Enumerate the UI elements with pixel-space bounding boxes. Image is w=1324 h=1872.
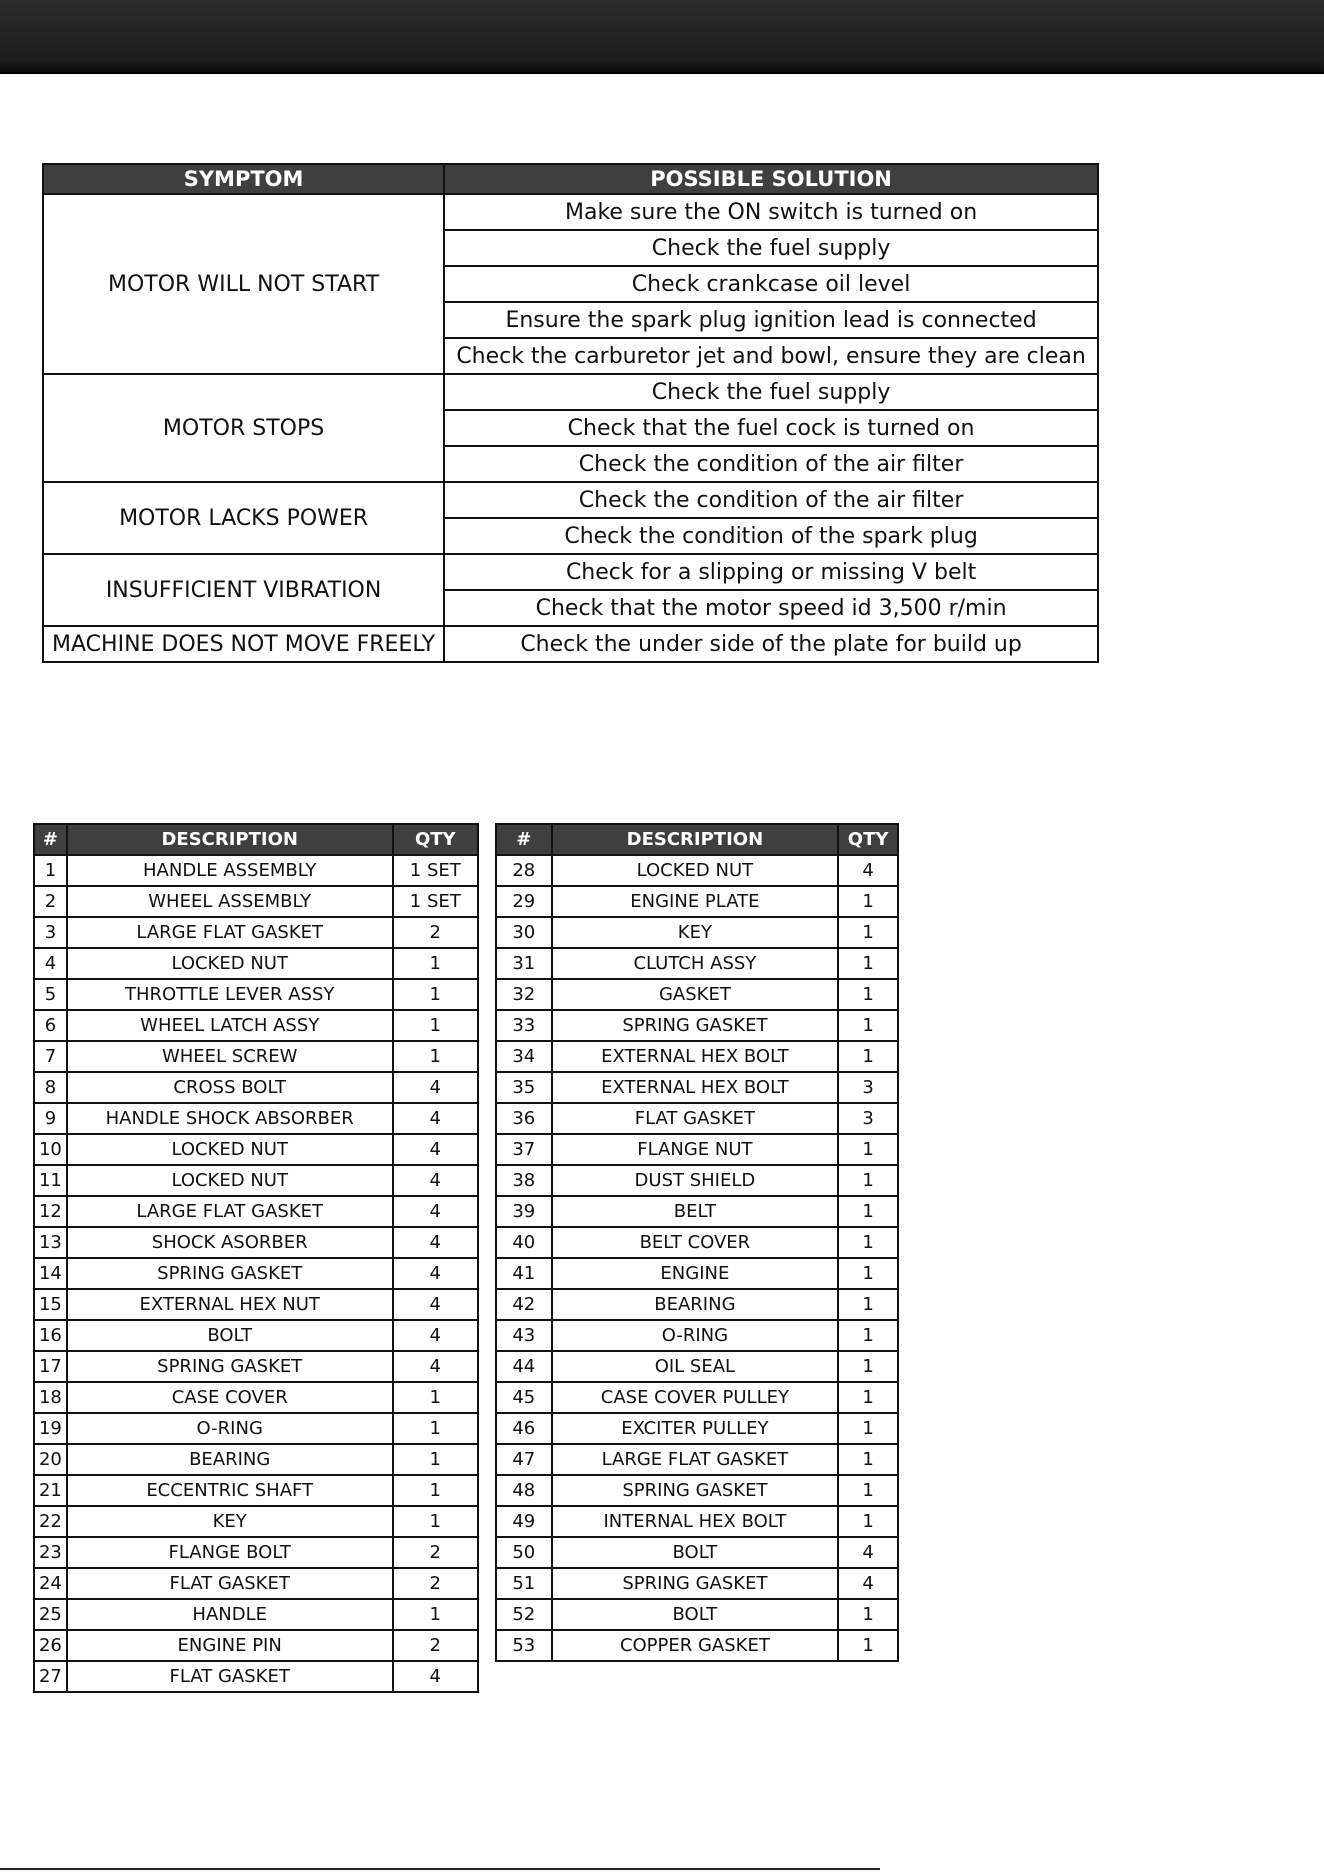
part-number-cell: 32 bbox=[496, 979, 552, 1010]
part-description-cell: O-RING bbox=[552, 1320, 839, 1351]
part-number-cell: 4 bbox=[34, 948, 67, 979]
part-description-cell: WHEEL ASSEMBLY bbox=[67, 886, 393, 917]
part-description-cell: BEARING bbox=[552, 1289, 839, 1320]
part-qty-cell: 1 SET bbox=[393, 855, 478, 886]
part-description-cell: SPRING GASKET bbox=[552, 1568, 839, 1599]
troubleshooting-table bbox=[42, 163, 1099, 663]
part-description-cell: LOCKED NUT bbox=[67, 1165, 393, 1196]
table-row bbox=[34, 886, 478, 917]
part-qty-cell: 1 bbox=[838, 1320, 898, 1351]
table-row bbox=[496, 1506, 898, 1537]
part-number-cell: 33 bbox=[496, 1010, 552, 1041]
part-qty-cell: 1 bbox=[393, 1382, 478, 1413]
part-qty-cell: 1 SET bbox=[393, 886, 478, 917]
part-description-cell: KEY bbox=[552, 917, 839, 948]
table-row bbox=[34, 1196, 478, 1227]
part-number-cell: 40 bbox=[496, 1227, 552, 1258]
part-number-cell: 46 bbox=[496, 1413, 552, 1444]
table-row bbox=[496, 1196, 898, 1227]
part-description-cell: BEARING bbox=[67, 1444, 393, 1475]
part-number-cell: 36 bbox=[496, 1103, 552, 1134]
parts-table-left bbox=[33, 823, 479, 1693]
table-row bbox=[496, 1444, 898, 1475]
part-qty-cell: 1 bbox=[393, 1506, 478, 1537]
part-number-cell: 38 bbox=[496, 1165, 552, 1196]
part-description-cell: WHEEL LATCH ASSY bbox=[67, 1010, 393, 1041]
part-number-cell: 47 bbox=[496, 1444, 552, 1475]
symptom-header: SYMPTOM bbox=[43, 164, 444, 194]
description-header: DESCRIPTION bbox=[67, 824, 393, 855]
table-row bbox=[34, 1165, 478, 1196]
part-number-cell: 18 bbox=[34, 1382, 67, 1413]
part-number-cell: 7 bbox=[34, 1041, 67, 1072]
part-qty-cell: 3 bbox=[838, 1072, 898, 1103]
part-number-cell: 53 bbox=[496, 1630, 552, 1661]
part-qty-cell: 1 bbox=[393, 1444, 478, 1475]
part-number-cell: 25 bbox=[34, 1599, 67, 1630]
table-row bbox=[34, 1258, 478, 1289]
part-qty-cell: 1 bbox=[838, 1475, 898, 1506]
part-number-cell: 39 bbox=[496, 1196, 552, 1227]
part-number-cell: 35 bbox=[496, 1072, 552, 1103]
part-number-cell: 13 bbox=[34, 1227, 67, 1258]
part-qty-cell: 1 bbox=[393, 948, 478, 979]
part-description-cell: WHEEL SCREW bbox=[67, 1041, 393, 1072]
part-description-cell: FLAT GASKET bbox=[67, 1568, 393, 1599]
table-row bbox=[496, 1227, 898, 1258]
part-description-cell: EXCITER PULLEY bbox=[552, 1413, 839, 1444]
part-qty-cell: 1 bbox=[393, 1599, 478, 1630]
table-row bbox=[496, 917, 898, 948]
part-qty-cell: 1 bbox=[838, 948, 898, 979]
part-qty-cell: 1 bbox=[838, 1010, 898, 1041]
part-qty-cell: 4 bbox=[393, 1103, 478, 1134]
qty-header: QTY bbox=[393, 824, 478, 855]
part-description-cell: INTERNAL HEX BOLT bbox=[552, 1506, 839, 1537]
part-description-cell: ENGINE PLATE bbox=[552, 886, 839, 917]
part-qty-cell: 4 bbox=[393, 1072, 478, 1103]
part-description-cell: CASE COVER bbox=[67, 1382, 393, 1413]
table-row bbox=[496, 1072, 898, 1103]
part-number-cell: 15 bbox=[34, 1289, 67, 1320]
part-qty-cell: 1 bbox=[838, 1165, 898, 1196]
part-number-cell: 29 bbox=[496, 886, 552, 917]
table-row bbox=[34, 1010, 478, 1041]
part-qty-cell: 4 bbox=[393, 1227, 478, 1258]
part-description-cell: BELT COVER bbox=[552, 1227, 839, 1258]
table-row bbox=[496, 1382, 898, 1413]
part-number-cell: 28 bbox=[496, 855, 552, 886]
part-qty-cell: 1 bbox=[838, 1382, 898, 1413]
part-qty-cell: 1 bbox=[838, 1258, 898, 1289]
table-row bbox=[496, 1010, 898, 1041]
table-row bbox=[496, 948, 898, 979]
part-description-cell: LARGE FLAT GASKET bbox=[67, 1196, 393, 1227]
part-number-cell: 20 bbox=[34, 1444, 67, 1475]
part-number-cell: 50 bbox=[496, 1537, 552, 1568]
part-qty-cell: 2 bbox=[393, 1568, 478, 1599]
part-number-cell: 19 bbox=[34, 1413, 67, 1444]
part-description-cell: LARGE FLAT GASKET bbox=[67, 917, 393, 948]
part-description-cell: ENGINE PIN bbox=[67, 1630, 393, 1661]
symptom-cell: MOTOR WILL NOT START bbox=[43, 194, 444, 374]
part-description-cell: HANDLE bbox=[67, 1599, 393, 1630]
symptom-cell: INSUFFICIENT VIBRATION bbox=[43, 554, 444, 626]
part-description-cell: KEY bbox=[67, 1506, 393, 1537]
part-description-cell: BOLT bbox=[552, 1537, 839, 1568]
table-row bbox=[43, 194, 1098, 230]
part-qty-cell: 2 bbox=[393, 1537, 478, 1568]
part-number-cell: 21 bbox=[34, 1475, 67, 1506]
part-qty-cell: 4 bbox=[838, 1537, 898, 1568]
solution-cell: Check the condition of the air filter bbox=[444, 482, 1098, 518]
table-row bbox=[34, 917, 478, 948]
table-row bbox=[34, 1568, 478, 1599]
part-description-cell: SPRING GASKET bbox=[67, 1258, 393, 1289]
part-description-cell: SPRING GASKET bbox=[67, 1351, 393, 1382]
table-row bbox=[34, 1227, 478, 1258]
part-number-cell: 51 bbox=[496, 1568, 552, 1599]
table-row bbox=[43, 554, 1098, 590]
part-qty-cell: 4 bbox=[393, 1134, 478, 1165]
part-qty-cell: 4 bbox=[838, 1568, 898, 1599]
part-qty-cell: 1 bbox=[838, 1413, 898, 1444]
solution-cell: Check that the fuel cock is turned on bbox=[444, 410, 1098, 446]
part-description-cell: HANDLE ASSEMBLY bbox=[67, 855, 393, 886]
part-description-cell: EXTERNAL HEX NUT bbox=[67, 1289, 393, 1320]
solution-cell: Make sure the ON switch is turned on bbox=[444, 194, 1098, 230]
part-qty-cell: 2 bbox=[393, 1630, 478, 1661]
table-row bbox=[496, 1041, 898, 1072]
table-row bbox=[496, 1134, 898, 1165]
part-qty-cell: 1 bbox=[838, 1289, 898, 1320]
table-row bbox=[34, 1351, 478, 1382]
part-number-cell: 8 bbox=[34, 1072, 67, 1103]
part-description-cell: FLAT GASKET bbox=[67, 1661, 393, 1692]
parts-left-body bbox=[34, 855, 478, 1692]
solution-cell: Ensure the spark plug ignition lead is connected bbox=[444, 302, 1098, 338]
footer-rule bbox=[0, 1868, 880, 1870]
table-row bbox=[34, 979, 478, 1010]
part-description-cell: ENGINE bbox=[552, 1258, 839, 1289]
part-number-cell: 26 bbox=[34, 1630, 67, 1661]
part-description-cell: FLANGE NUT bbox=[552, 1134, 839, 1165]
solution-cell: Check the under side of the plate for build up bbox=[444, 626, 1098, 662]
part-number-cell: 5 bbox=[34, 979, 67, 1010]
troubleshooting-body bbox=[43, 194, 1098, 662]
part-number-cell: 37 bbox=[496, 1134, 552, 1165]
part-qty-cell: 1 bbox=[393, 1413, 478, 1444]
part-qty-cell: 4 bbox=[393, 1320, 478, 1351]
part-qty-cell: 4 bbox=[393, 1165, 478, 1196]
parts-table-right bbox=[495, 823, 899, 1662]
part-number-cell: 11 bbox=[34, 1165, 67, 1196]
part-description-cell: CASE COVER PULLEY bbox=[552, 1382, 839, 1413]
part-description-cell: CROSS BOLT bbox=[67, 1072, 393, 1103]
part-number-cell: 44 bbox=[496, 1351, 552, 1382]
part-description-cell: DUST SHIELD bbox=[552, 1165, 839, 1196]
part-number-cell: 17 bbox=[34, 1351, 67, 1382]
table-row bbox=[43, 374, 1098, 410]
part-qty-cell: 1 bbox=[393, 1041, 478, 1072]
table-row bbox=[496, 886, 898, 917]
part-description-cell: FLANGE BOLT bbox=[67, 1537, 393, 1568]
part-number-cell: 6 bbox=[34, 1010, 67, 1041]
part-description-cell: LOCKED NUT bbox=[67, 1134, 393, 1165]
table-row bbox=[496, 1537, 898, 1568]
part-description-cell: OIL SEAL bbox=[552, 1351, 839, 1382]
description-header: DESCRIPTION bbox=[552, 824, 839, 855]
part-number-cell: 52 bbox=[496, 1599, 552, 1630]
part-number-cell: 42 bbox=[496, 1289, 552, 1320]
part-number-cell: 45 bbox=[496, 1382, 552, 1413]
part-number-cell: 43 bbox=[496, 1320, 552, 1351]
part-number-cell: 34 bbox=[496, 1041, 552, 1072]
part-description-cell: SPRING GASKET bbox=[552, 1010, 839, 1041]
part-qty-cell: 1 bbox=[393, 1010, 478, 1041]
part-qty-cell: 4 bbox=[393, 1258, 478, 1289]
part-qty-cell: 4 bbox=[393, 1661, 478, 1692]
part-number-cell: 9 bbox=[34, 1103, 67, 1134]
part-qty-cell: 1 bbox=[838, 1630, 898, 1661]
part-description-cell: LOCKED NUT bbox=[552, 855, 839, 886]
part-qty-cell: 2 bbox=[393, 917, 478, 948]
part-number-cell: 41 bbox=[496, 1258, 552, 1289]
part-description-cell: LARGE FLAT GASKET bbox=[552, 1444, 839, 1475]
parts-header-row bbox=[34, 824, 478, 855]
num-header: # bbox=[34, 824, 67, 855]
table-row bbox=[34, 948, 478, 979]
part-number-cell: 48 bbox=[496, 1475, 552, 1506]
table-row bbox=[496, 1351, 898, 1382]
part-description-cell: SPRING GASKET bbox=[552, 1475, 839, 1506]
header-bar bbox=[0, 0, 1324, 74]
solution-cell: Check the carburetor jet and bowl, ensure they are clean bbox=[444, 338, 1098, 374]
part-description-cell: FLAT GASKET bbox=[552, 1103, 839, 1134]
part-number-cell: 2 bbox=[34, 886, 67, 917]
table-row bbox=[496, 1320, 898, 1351]
table-row bbox=[496, 1568, 898, 1599]
part-description-cell: BELT bbox=[552, 1196, 839, 1227]
part-number-cell: 22 bbox=[34, 1506, 67, 1537]
part-qty-cell: 1 bbox=[838, 1134, 898, 1165]
part-description-cell: BOLT bbox=[67, 1320, 393, 1351]
part-qty-cell: 4 bbox=[393, 1351, 478, 1382]
table-row bbox=[496, 979, 898, 1010]
part-number-cell: 16 bbox=[34, 1320, 67, 1351]
part-number-cell: 49 bbox=[496, 1506, 552, 1537]
table-row bbox=[496, 1165, 898, 1196]
part-number-cell: 27 bbox=[34, 1661, 67, 1692]
part-qty-cell: 1 bbox=[838, 886, 898, 917]
table-row bbox=[496, 1413, 898, 1444]
part-qty-cell: 4 bbox=[393, 1289, 478, 1320]
part-qty-cell: 3 bbox=[838, 1103, 898, 1134]
part-qty-cell: 4 bbox=[393, 1196, 478, 1227]
table-row bbox=[34, 1134, 478, 1165]
qty-header: QTY bbox=[838, 824, 898, 855]
part-description-cell: O-RING bbox=[67, 1413, 393, 1444]
part-number-cell: 10 bbox=[34, 1134, 67, 1165]
table-row bbox=[43, 482, 1098, 518]
part-qty-cell: 1 bbox=[393, 979, 478, 1010]
table-row bbox=[34, 1413, 478, 1444]
table-row bbox=[34, 1320, 478, 1351]
solution-cell: Check crankcase oil level bbox=[444, 266, 1098, 302]
table-row bbox=[34, 1103, 478, 1134]
table-row bbox=[496, 1258, 898, 1289]
table-row bbox=[43, 626, 1098, 662]
table-row bbox=[34, 855, 478, 886]
part-qty-cell: 1 bbox=[393, 1475, 478, 1506]
table-row bbox=[34, 1041, 478, 1072]
table-row bbox=[34, 1072, 478, 1103]
solution-header: POSSIBLE SOLUTION bbox=[444, 164, 1098, 194]
part-number-cell: 1 bbox=[34, 855, 67, 886]
part-description-cell: SHOCK ASORBER bbox=[67, 1227, 393, 1258]
symptom-cell: MACHINE DOES NOT MOVE FREELY bbox=[43, 626, 444, 662]
solution-cell: Check the fuel supply bbox=[444, 374, 1098, 410]
part-description-cell: HANDLE SHOCK ABSORBER bbox=[67, 1103, 393, 1134]
table-row bbox=[34, 1537, 478, 1568]
table-row bbox=[496, 1475, 898, 1506]
table-row bbox=[496, 1599, 898, 1630]
part-description-cell: CLUTCH ASSY bbox=[552, 948, 839, 979]
part-qty-cell: 1 bbox=[838, 1196, 898, 1227]
num-header: # bbox=[496, 824, 552, 855]
table-row bbox=[496, 855, 898, 886]
symptom-cell: MOTOR STOPS bbox=[43, 374, 444, 482]
table-row bbox=[496, 1289, 898, 1320]
part-qty-cell: 1 bbox=[838, 1351, 898, 1382]
part-description-cell: LOCKED NUT bbox=[67, 948, 393, 979]
part-qty-cell: 1 bbox=[838, 979, 898, 1010]
part-qty-cell: 1 bbox=[838, 1444, 898, 1475]
part-description-cell: THROTTLE LEVER ASSY bbox=[67, 979, 393, 1010]
table-row bbox=[34, 1506, 478, 1537]
part-description-cell: EXTERNAL HEX BOLT bbox=[552, 1072, 839, 1103]
table-row bbox=[34, 1444, 478, 1475]
part-number-cell: 23 bbox=[34, 1537, 67, 1568]
symptom-cell: MOTOR LACKS POWER bbox=[43, 482, 444, 554]
part-number-cell: 30 bbox=[496, 917, 552, 948]
table-row bbox=[34, 1475, 478, 1506]
table-row bbox=[34, 1382, 478, 1413]
part-description-cell: EXTERNAL HEX BOLT bbox=[552, 1041, 839, 1072]
part-qty-cell: 1 bbox=[838, 1227, 898, 1258]
parts-header-row bbox=[496, 824, 898, 855]
part-qty-cell: 1 bbox=[838, 1041, 898, 1072]
part-number-cell: 31 bbox=[496, 948, 552, 979]
part-description-cell: BOLT bbox=[552, 1599, 839, 1630]
troubleshooting-header-row bbox=[43, 164, 1098, 194]
solution-cell: Check the condition of the air filter bbox=[444, 446, 1098, 482]
part-qty-cell: 1 bbox=[838, 1599, 898, 1630]
part-qty-cell: 4 bbox=[838, 855, 898, 886]
table-row bbox=[34, 1289, 478, 1320]
table-row bbox=[34, 1599, 478, 1630]
table-row bbox=[34, 1661, 478, 1692]
table-row bbox=[496, 1630, 898, 1661]
part-number-cell: 14 bbox=[34, 1258, 67, 1289]
part-description-cell: GASKET bbox=[552, 979, 839, 1010]
solution-cell: Check the condition of the spark plug bbox=[444, 518, 1098, 554]
part-qty-cell: 1 bbox=[838, 917, 898, 948]
solution-cell: Check for a slipping or missing V belt bbox=[444, 554, 1098, 590]
parts-right-body bbox=[496, 855, 898, 1661]
part-qty-cell: 1 bbox=[838, 1506, 898, 1537]
part-description-cell: COPPER GASKET bbox=[552, 1630, 839, 1661]
table-row bbox=[496, 1103, 898, 1134]
solution-cell: Check the fuel supply bbox=[444, 230, 1098, 266]
table-row bbox=[34, 1630, 478, 1661]
part-number-cell: 12 bbox=[34, 1196, 67, 1227]
part-number-cell: 24 bbox=[34, 1568, 67, 1599]
solution-cell: Check that the motor speed id 3,500 r/min bbox=[444, 590, 1098, 626]
part-number-cell: 3 bbox=[34, 917, 67, 948]
part-description-cell: ECCENTRIC SHAFT bbox=[67, 1475, 393, 1506]
